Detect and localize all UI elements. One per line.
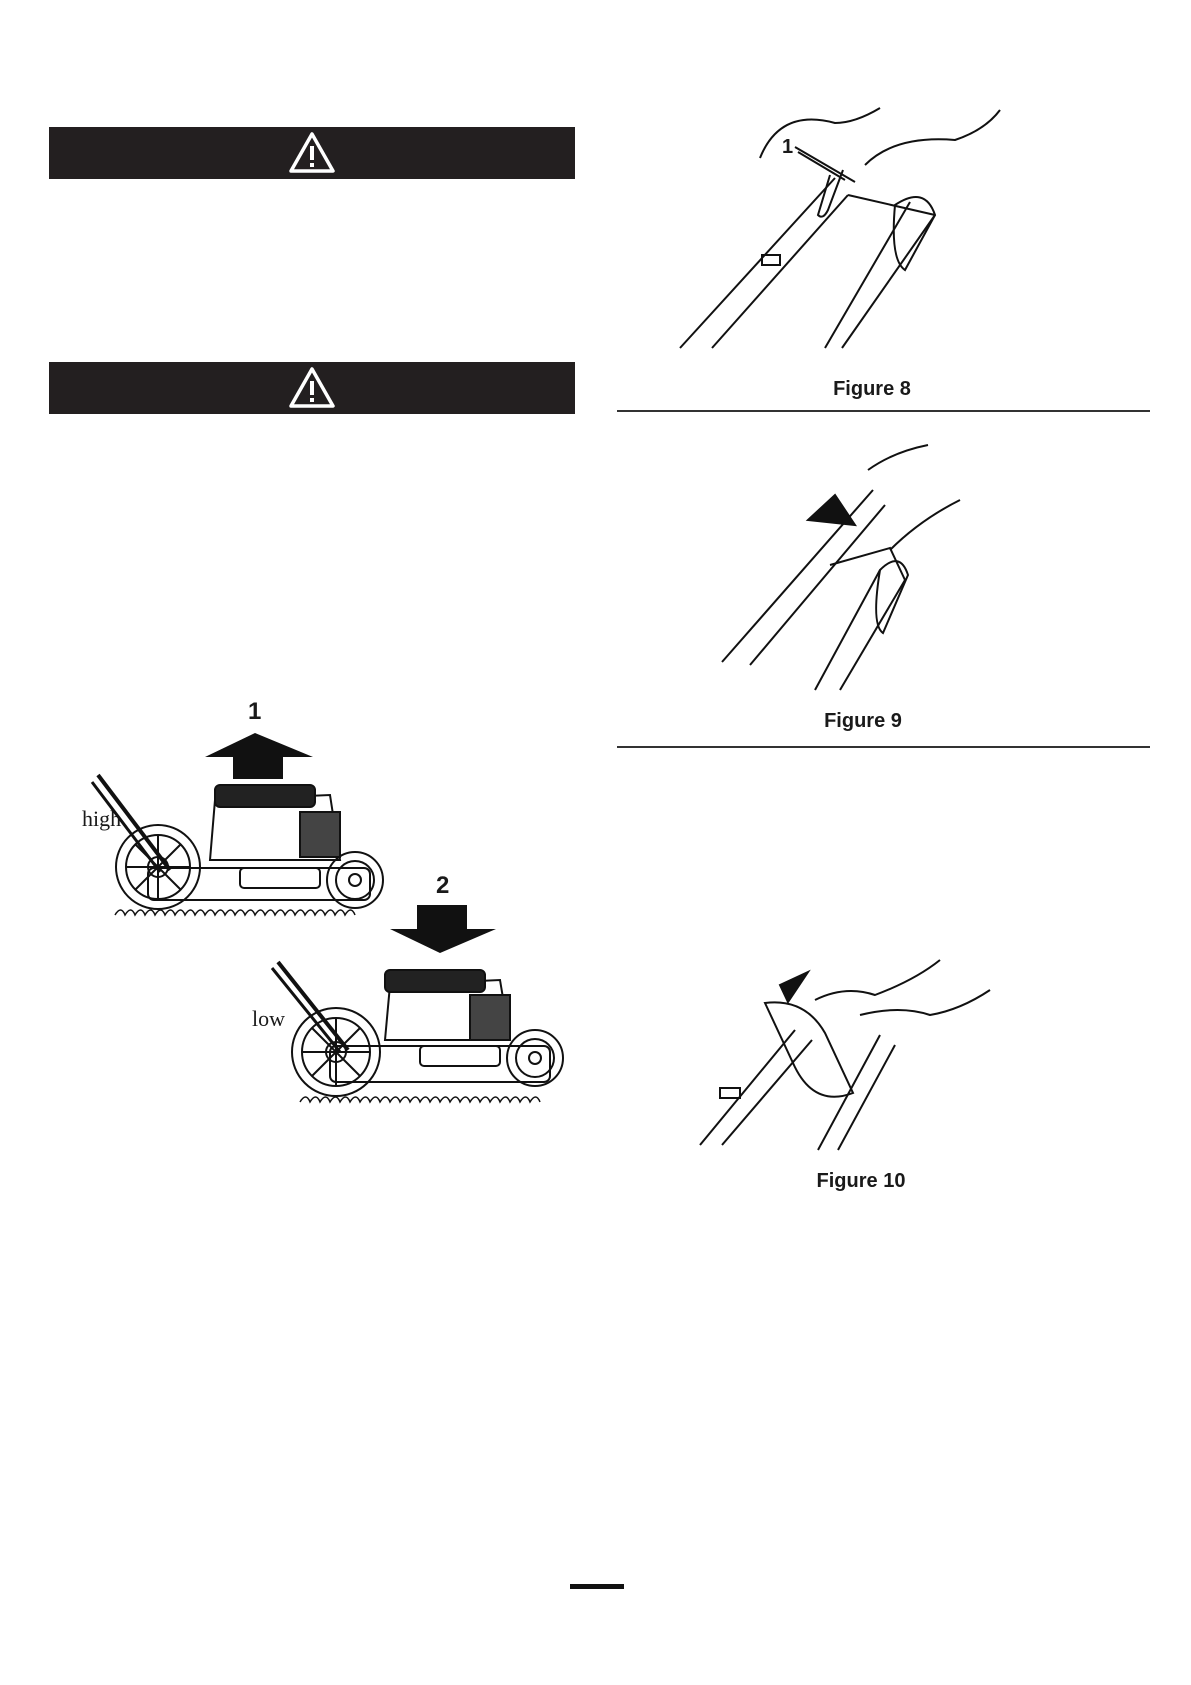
label-low: low xyxy=(252,1006,285,1031)
callout-down: 2 xyxy=(436,872,450,899)
mower-low xyxy=(272,962,563,1102)
divider-rule xyxy=(617,746,1150,748)
label-high: high xyxy=(82,806,122,831)
figure8-caption: Figure 8 xyxy=(833,378,911,400)
arrow-up-icon xyxy=(205,733,313,779)
divider-rule xyxy=(617,410,1150,412)
figure8-illustration xyxy=(680,108,1000,348)
callout-leader xyxy=(798,152,845,180)
arrow-down-icon xyxy=(390,905,496,953)
page-footer-bar xyxy=(570,1584,624,1589)
figure9-illustration xyxy=(722,445,960,690)
arrow-down-left-icon xyxy=(780,972,808,1002)
arrow-up-right-icon xyxy=(808,495,855,525)
figure8-callout: 1 xyxy=(782,136,794,158)
figure9-caption: Figure 9 xyxy=(824,710,902,732)
callout-up: 1 xyxy=(248,698,262,725)
figure10-caption: Figure 10 xyxy=(816,1170,906,1192)
figure10-illustration xyxy=(700,960,990,1150)
mower-high xyxy=(92,775,383,915)
